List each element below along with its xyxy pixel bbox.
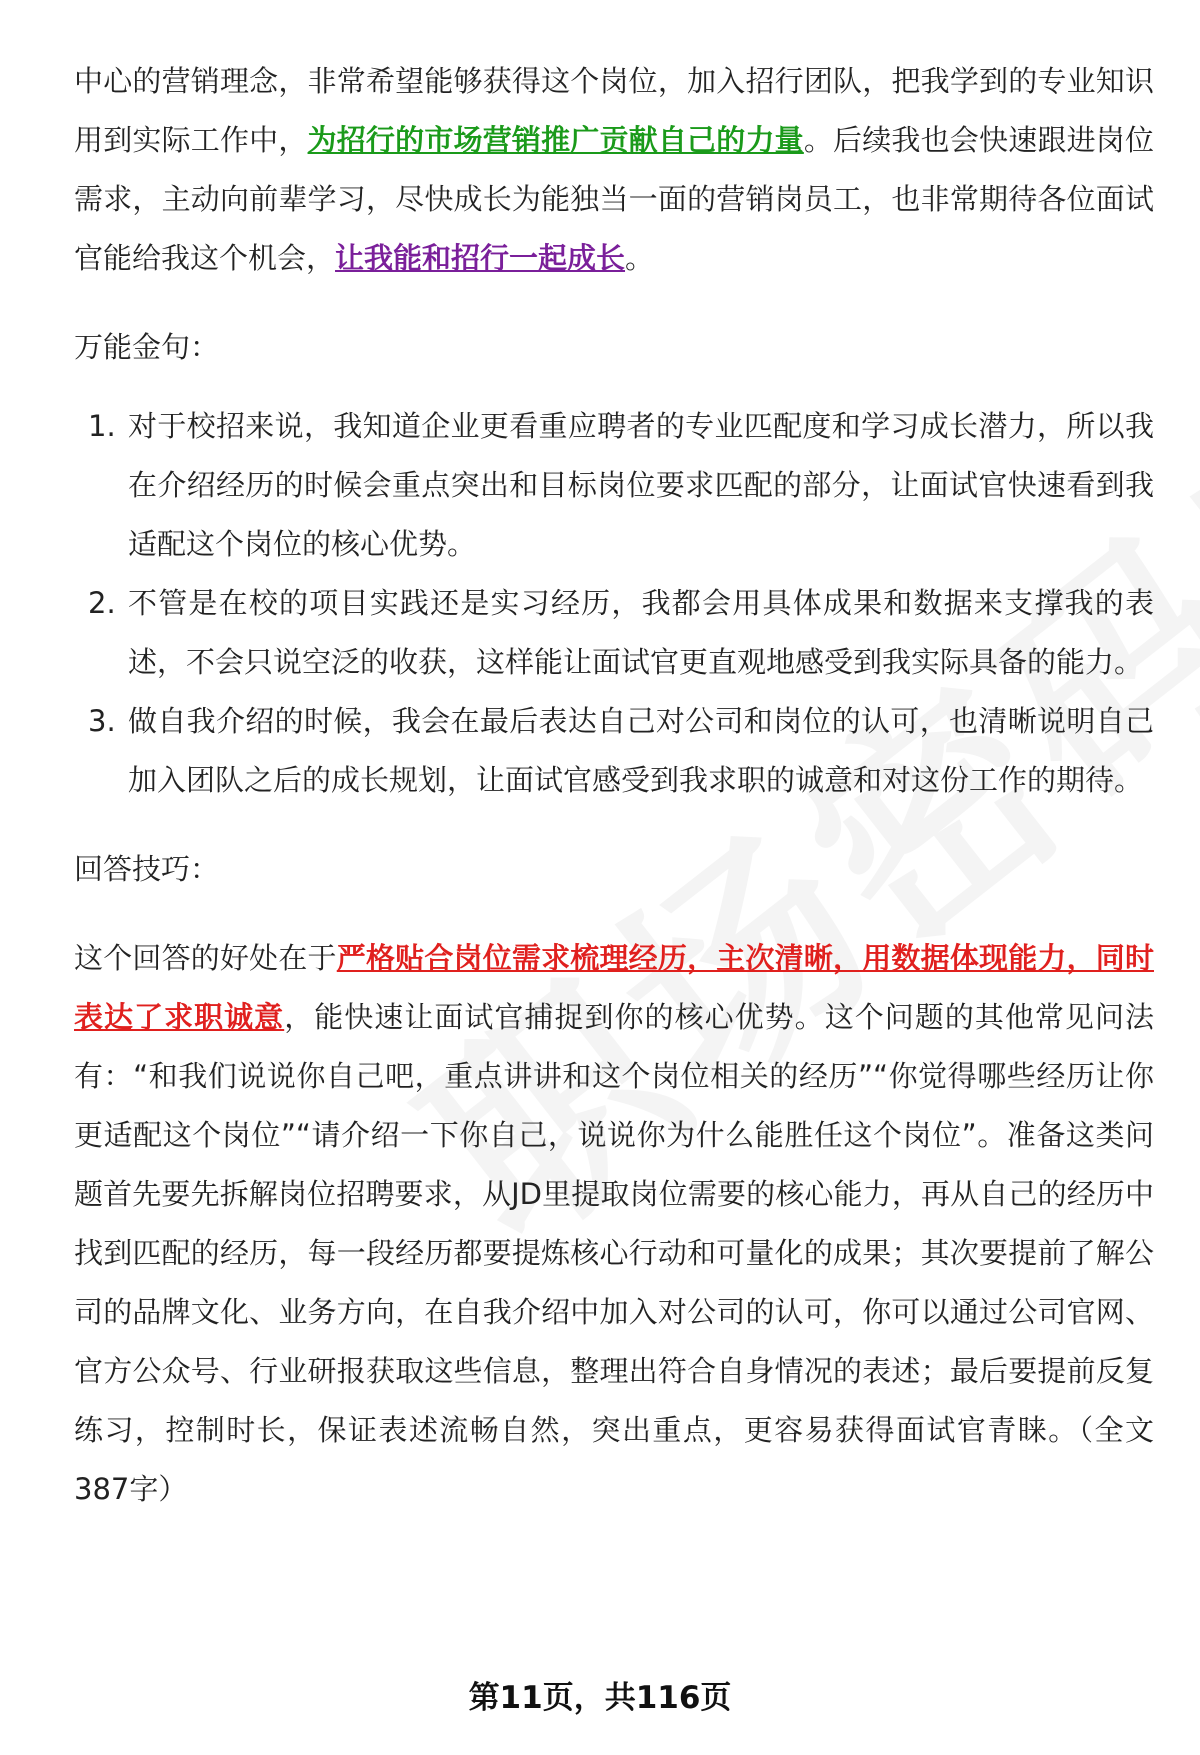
intro-highlight-purple: 让我能和招行一起成长 <box>335 241 626 275</box>
list-item <box>74 692 1154 810</box>
list-item-number: 1. <box>88 409 116 443</box>
tips-paragraph <box>74 929 1154 1519</box>
list-item-text: 不管是在校的项目实践还是实习经历，我都会用具体成果和数据来支撑我的表述，不会只说空泛的收获，这样能让面试官更直观地感受到我实际具备的能力。 <box>128 586 1154 679</box>
intro-text-1: 中心的营销理念，非常希望能够获得这个岗位，加入招行团队，把我学到的专业知识用到实际工作中， <box>74 64 1154 157</box>
list-item-text: 对于校招来说，我知道企业更看重应聘者的专业匹配度和学习成长潜力，所以我在介绍经历的时候会重点突出和目标岗位要求匹配的部分，让面试官快速看到我适配这个岗位的核心优势。 <box>128 409 1154 561</box>
tips-text-1: 这个回答的好处在于 <box>74 941 337 975</box>
intro-text-2: 。后续我也会快速跟进岗位需求，主动向前辈学习，尽快成长为能独当一面的营销岗员工，也非常期待各位面试官能给我这个机会， <box>74 123 1154 275</box>
golden-sentences-heading: 万能金句： <box>74 330 220 364</box>
list-item <box>74 574 1154 692</box>
tips-highlight-red: 严格贴合岗位需求梳理经历，主次清晰，用数据体现能力，同时表达了求职诚意 <box>74 941 1154 1034</box>
list-item-number: 3. <box>88 704 116 738</box>
list-item <box>74 397 1154 574</box>
list-item-text: 做自我介绍的时候，我会在最后表达自己对公司和岗位的认可，也清晰说明自己加入团队之后的成长规划，让面试官感受到我求职的诚意和对这份工作的期待。 <box>128 704 1154 797</box>
tips-text-2: ，能快速让面试官捕捉到你的核心优势。这个问题的其他常见问法有：“和我们说说你自己吧，重点讲讲和这个岗位相关的经历”“你觉得哪些经历让你更适配这个岗位”“请介绍一下你自己，说说你为什么能胜任这个岗位”。准备这类问题首先要先拆解岗位招聘要求，从JD里提取岗位需要的核心能力，再从自己的经历中找到匹配的经历，每一段经历都要提炼核心行动和可量化的成果；其次要提前了解公司的品牌文化、业务方向，在自我介绍中加入对公司的认可，你可以通过公司官网、官方公众号、行业研报获取这些信息，整理出符合自身情况的表述；最后要提前反复练习，控制时长，保证表述流畅自然，突出重点，更容易获得面试官青睐。（全文387字） <box>74 1000 1154 1506</box>
intro-text-3: 。 <box>625 241 655 275</box>
intro-paragraph <box>74 52 1154 288</box>
intro-highlight-green: 为招行的市场营销推广贡献自己的力量 <box>307 123 804 157</box>
golden-sentences-list <box>74 397 1154 810</box>
list-item-number: 2. <box>88 586 116 620</box>
answer-tips-heading: 回答技巧： <box>74 852 220 886</box>
page-content <box>74 52 1154 1519</box>
page-number: 第11页，共116页 <box>468 1680 732 1716</box>
